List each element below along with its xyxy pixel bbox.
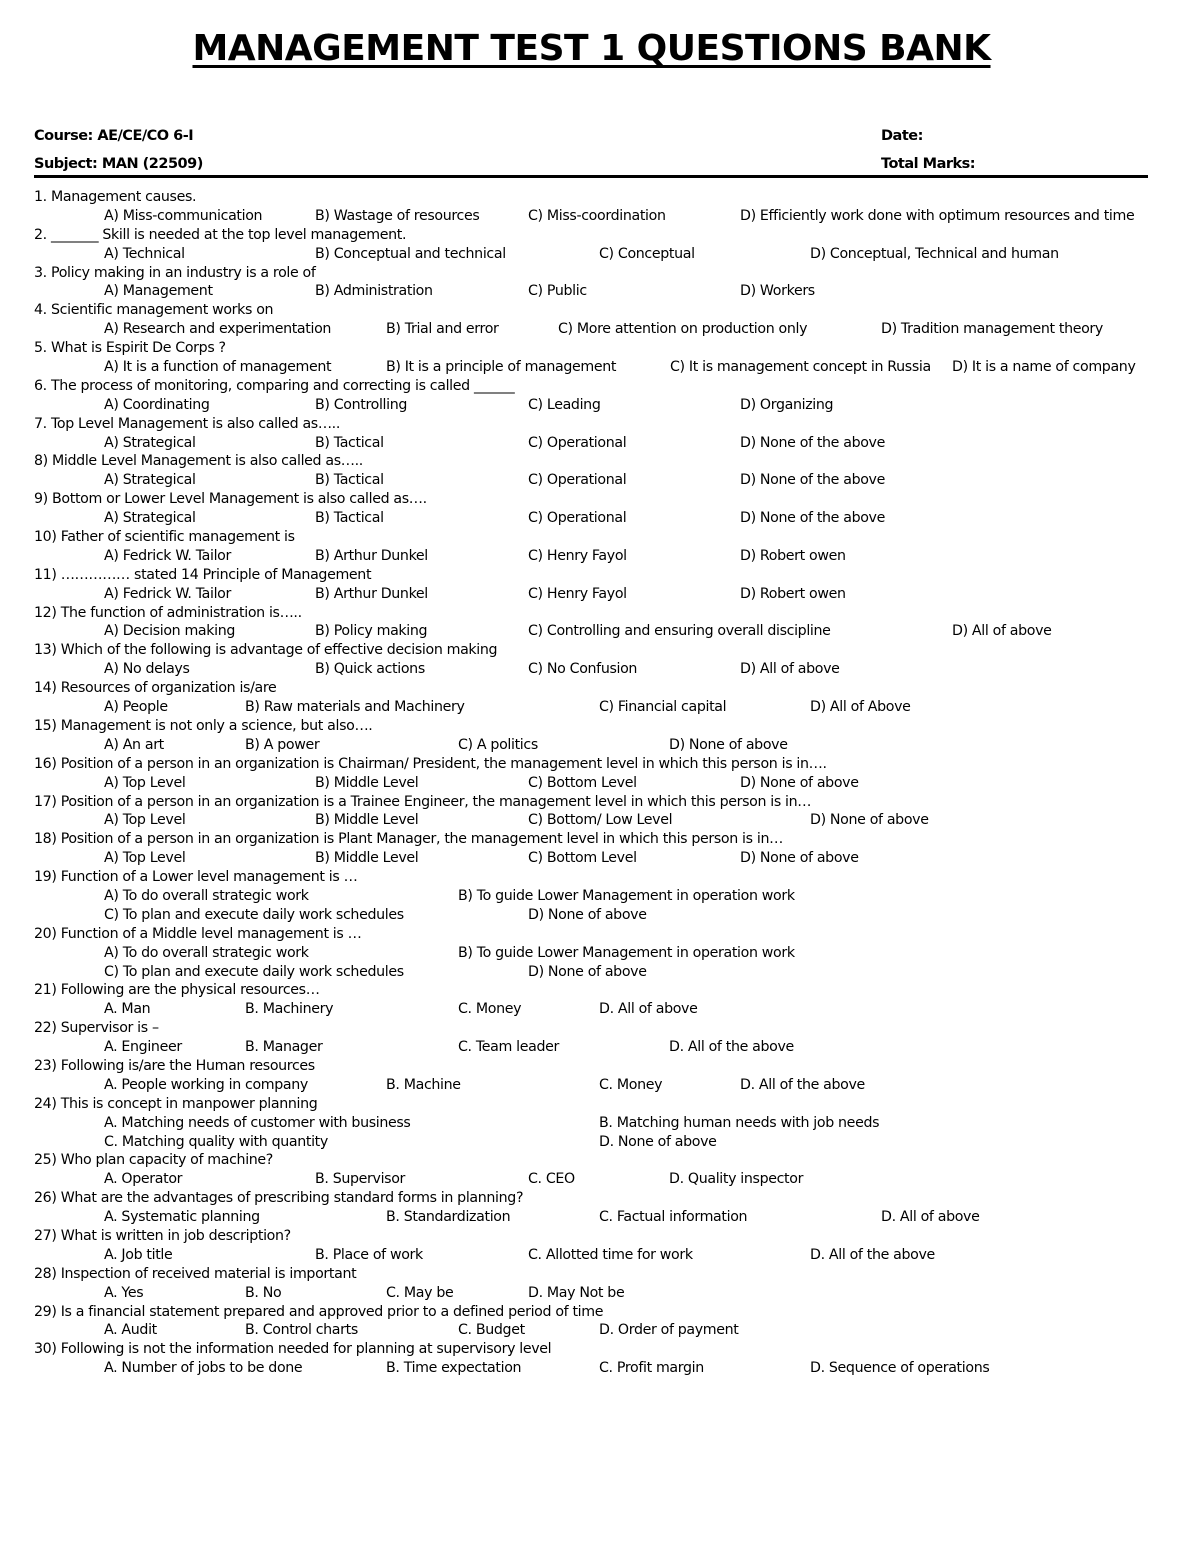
options-row	[34, 471, 1164, 490]
answer-option: B) Middle Level	[315, 850, 419, 867]
options-row	[34, 887, 1164, 906]
answer-option: C) Bottom Level	[528, 774, 637, 791]
total-marks-label: Total Marks:	[881, 156, 976, 172]
options-row	[34, 245, 1164, 264]
answer-option: A) Decision making	[104, 623, 236, 640]
options-row	[34, 906, 1164, 925]
answer-option: B. Place of work	[315, 1246, 423, 1263]
question-text: 21) Following are the physical resources…	[34, 982, 320, 999]
question-text: 23) Following is/are the Human resources	[34, 1057, 315, 1074]
date-label: Date:	[881, 128, 923, 144]
answer-option: A. People working in company	[104, 1076, 308, 1093]
options-row	[34, 1076, 1164, 1095]
answer-option: D. Quality inspector	[669, 1171, 804, 1188]
answer-option: A) Top Level	[104, 774, 186, 791]
answer-option: C) Operational	[528, 434, 627, 451]
question-text: 22) Supervisor is –	[34, 1020, 159, 1037]
question-text: 9) Bottom or Lower Level Management is also called as….	[34, 491, 427, 508]
options-row	[34, 1000, 1164, 1019]
answer-option: D. Sequence of operations	[810, 1360, 990, 1377]
question-text: 18) Position of a person in an organization is Plant Manager, the management level in which this person is in…	[34, 831, 783, 848]
answer-option: C) Leading	[528, 396, 601, 413]
question-text: 17) Position of a person in an organization is a Trainee Engineer, the management level in which this person is in…	[34, 793, 812, 810]
answer-option: B. Machine	[386, 1076, 461, 1093]
answer-option: B) Quick actions	[315, 661, 425, 678]
answer-option: D) Organizing	[740, 396, 834, 413]
answer-option: A) Top Level	[104, 812, 186, 829]
answer-option: C) To plan and execute daily work schedules	[104, 963, 404, 980]
answer-option: A) Strategical	[104, 472, 196, 489]
options-row	[34, 1246, 1164, 1265]
header-divider	[34, 175, 1148, 178]
answer-option: C) No Confusion	[528, 661, 638, 678]
options-row	[34, 282, 1164, 301]
options-row	[34, 1114, 1164, 1133]
answer-option: B. Matching human needs with job needs	[599, 1114, 880, 1131]
answer-option: A) Research and experimentation	[104, 321, 332, 338]
answer-option: B. Machinery	[245, 1001, 334, 1018]
answer-option: C) Financial capital	[599, 699, 727, 716]
options-row	[34, 1321, 1164, 1340]
answer-option: D) Robert owen	[740, 585, 846, 602]
answer-option: C. CEO	[528, 1171, 575, 1188]
answer-option: D) Robert owen	[740, 547, 846, 564]
answer-option: B) To guide Lower Management in operation work	[458, 887, 795, 904]
answer-option: D) None of the above	[740, 510, 885, 527]
question-text: 30) Following is not the information needed for planning at supervisory level	[34, 1341, 552, 1358]
answer-option: B. Manager	[245, 1039, 323, 1056]
answer-option: C) More attention on production only	[558, 321, 808, 338]
page-title: MANAGEMENT TEST 1 QUESTIONS BANK	[192, 28, 991, 69]
answer-option: C. May be	[386, 1284, 454, 1301]
answer-option: C. Team leader	[458, 1039, 559, 1056]
question-text: 8) Middle Level Management is also called as…..	[34, 453, 363, 470]
answer-option: D. All of the above	[740, 1076, 865, 1093]
options-row	[34, 698, 1164, 717]
answer-option: C. Profit margin	[599, 1360, 704, 1377]
question-text: 24) This is concept in manpower planning	[34, 1095, 318, 1112]
answer-option: B) Administration	[315, 283, 433, 300]
options-row	[34, 849, 1164, 868]
answer-option: A) An art	[104, 736, 164, 753]
subject-label: Subject: MAN (22509)	[34, 156, 203, 172]
question-text: 10) Father of scientific management is	[34, 529, 295, 546]
answer-option: D. Order of payment	[599, 1322, 739, 1339]
options-row	[34, 207, 1164, 226]
answer-option: D) None of above	[669, 736, 788, 753]
answer-option: B. No	[245, 1284, 282, 1301]
answer-option: A) Technical	[104, 245, 185, 262]
answer-option: A) It is a function of management	[104, 359, 332, 376]
question-text: 3. Policy making in an industry is a role of	[34, 264, 316, 281]
answer-option: D) None of above	[528, 906, 647, 923]
answer-option: C. Allotted time for work	[528, 1246, 693, 1263]
options-row	[34, 660, 1164, 679]
answer-option: D) None of above	[528, 963, 647, 980]
answer-option: A. Systematic planning	[104, 1209, 260, 1226]
options-row	[34, 358, 1164, 377]
answer-option: A. Yes	[104, 1284, 144, 1301]
answer-option: D) None of above	[740, 774, 859, 791]
question-text: 26) What are the advantages of prescribing standard forms in planning?	[34, 1190, 524, 1207]
question-text: 2. _______ Skill is needed at the top level management.	[34, 226, 407, 243]
options-row	[34, 622, 1164, 641]
options-row	[34, 1038, 1164, 1057]
answer-option: A. Matching needs of customer with business	[104, 1114, 411, 1131]
options-row	[34, 736, 1164, 755]
answer-option: D) Efficiently work done with optimum resources and time	[740, 207, 1135, 224]
answer-option: B) To guide Lower Management in operation work	[458, 944, 795, 961]
answer-option: C) Henry Fayol	[528, 547, 627, 564]
answer-option: C. Factual information	[599, 1209, 748, 1226]
answer-option: A. Man	[104, 1001, 151, 1018]
question-text: 4. Scientific management works on	[34, 302, 274, 319]
answer-option: C) Operational	[528, 510, 627, 527]
answer-option: D. All of the above	[810, 1246, 935, 1263]
answer-option: B) Wastage of resources	[315, 207, 480, 224]
answer-option: B) Tactical	[315, 434, 384, 451]
answer-option: A) Strategical	[104, 510, 196, 527]
answer-option: B. Standardization	[386, 1209, 511, 1226]
question-text: 11) …………… stated 14 Principle of Management	[34, 566, 372, 583]
answer-option: C) Henry Fayol	[528, 585, 627, 602]
answer-option: D) All of above	[740, 661, 840, 678]
answer-option: C) Conceptual	[599, 245, 695, 262]
answer-option: D. All of above	[881, 1209, 980, 1226]
answer-option: B) Controlling	[315, 396, 408, 413]
answer-option: A. Audit	[104, 1322, 157, 1339]
question-list	[34, 188, 1164, 1378]
answer-option: C) Controlling and ensuring overall discipline	[528, 623, 831, 640]
answer-option: D) None of the above	[740, 472, 885, 489]
answer-option: B) A power	[245, 736, 320, 753]
answer-option: A) Top Level	[104, 850, 186, 867]
answer-option: C) Public	[528, 283, 587, 300]
options-row	[34, 434, 1164, 453]
question-text: 20) Function of a Middle level management is …	[34, 925, 362, 942]
answer-option: A. Number of jobs to be done	[104, 1360, 303, 1377]
options-row	[34, 547, 1164, 566]
answer-option: C. Money	[458, 1001, 522, 1018]
answer-option: A) No delays	[104, 661, 190, 678]
answer-option: D) It is a name of company	[952, 359, 1136, 376]
options-row	[34, 396, 1164, 415]
answer-option: C) Miss-coordination	[528, 207, 666, 224]
answer-option: B) Raw materials and Machinery	[245, 699, 465, 716]
answer-option: C) Bottom Level	[528, 850, 637, 867]
answer-option: A) Strategical	[104, 434, 196, 451]
answer-option: C. Budget	[458, 1322, 525, 1339]
options-row	[34, 1170, 1164, 1189]
answer-option: A) Fedrick W. Tailor	[104, 585, 231, 602]
answer-option: B) Arthur Dunkel	[315, 547, 428, 564]
answer-option: A) People	[104, 699, 168, 716]
question-text: 16) Position of a person in an organization is Chairman/ President, the management level in which this person is in….	[34, 755, 827, 772]
answer-option: B) Middle Level	[315, 812, 419, 829]
answer-option: D) Conceptual, Technical and human	[810, 245, 1059, 262]
options-row	[34, 1133, 1164, 1152]
answer-option: C) Bottom/ Low Level	[528, 812, 673, 829]
answer-option: D) Tradition management theory	[881, 321, 1103, 338]
options-row	[34, 1284, 1164, 1303]
answer-option: D. All of above	[599, 1001, 698, 1018]
options-row	[34, 585, 1164, 604]
question-text: 6. The process of monitoring, comparing and correcting is called ______	[34, 377, 515, 394]
question-text: 25) Who plan capacity of machine?	[34, 1152, 273, 1169]
answer-option: D) All of Above	[810, 699, 911, 716]
answer-option: A) To do overall strategic work	[104, 887, 309, 904]
answer-option: A. Operator	[104, 1171, 183, 1188]
options-row	[34, 1359, 1164, 1378]
question-text: 27) What is written in job description?	[34, 1227, 291, 1244]
question-text: 13) Which of the following is advantage of effective decision making	[34, 642, 498, 659]
answer-option: C) A politics	[458, 736, 538, 753]
answer-option: B. Time expectation	[386, 1360, 522, 1377]
answer-option: A) Fedrick W. Tailor	[104, 547, 231, 564]
answer-option: C) Operational	[528, 472, 627, 489]
options-row	[34, 320, 1164, 339]
answer-option: B) Conceptual and technical	[315, 245, 506, 262]
answer-option: B) Trial and error	[386, 321, 499, 338]
answer-option: D) All of above	[952, 623, 1052, 640]
question-text: 7. Top Level Management is also called as…..	[34, 415, 340, 432]
answer-option: B. Supervisor	[315, 1171, 406, 1188]
answer-option: A) Management	[104, 283, 213, 300]
options-row	[34, 944, 1164, 963]
answer-option: A) Miss-communication	[104, 207, 263, 224]
question-text: 28) Inspection of received material is important	[34, 1265, 357, 1282]
question-text: 19) Function of a Lower level management is …	[34, 869, 358, 886]
answer-option: A. Job title	[104, 1246, 173, 1263]
options-row	[34, 509, 1164, 528]
answer-option: B) Middle Level	[315, 774, 419, 791]
answer-option: C) To plan and execute daily work schedules	[104, 906, 404, 923]
answer-option: B) Arthur Dunkel	[315, 585, 428, 602]
answer-option: B) Policy making	[315, 623, 428, 640]
answer-option: A) To do overall strategic work	[104, 944, 309, 961]
answer-option: C. Matching quality with quantity	[104, 1133, 328, 1150]
answer-option: A. Engineer	[104, 1039, 182, 1056]
answer-option: D) None of above	[740, 850, 859, 867]
options-row	[34, 811, 1164, 830]
answer-option: D. All of the above	[669, 1039, 794, 1056]
course-label: Course: AE/CE/CO 6-I	[34, 128, 194, 144]
answer-option: D) None of above	[810, 812, 929, 829]
answer-option: D) Workers	[740, 283, 815, 300]
answer-option: D. May Not be	[528, 1284, 625, 1301]
answer-option: A) Coordinating	[104, 396, 210, 413]
answer-option: D. None of above	[599, 1133, 717, 1150]
answer-option: B) Tactical	[315, 472, 384, 489]
question-text: 15) Management is not only a science, but also….	[34, 717, 373, 734]
options-row	[34, 963, 1164, 982]
answer-option: D) None of the above	[740, 434, 885, 451]
question-text: 14) Resources of organization is/are	[34, 680, 277, 697]
question-text: 29) Is a financial statement prepared and approved prior to a defined period of time	[34, 1303, 604, 1320]
answer-option: B) It is a principle of management	[386, 359, 617, 376]
answer-option: C. Money	[599, 1076, 663, 1093]
answer-option: B. Control charts	[245, 1322, 358, 1339]
answer-option: C) It is management concept in Russia	[670, 359, 931, 376]
options-row	[34, 774, 1164, 793]
question-text: 5. What is Espirit De Corps ?	[34, 340, 226, 357]
question-text: 1. Management causes.	[34, 189, 197, 205]
question-text: 12) The function of administration is…..	[34, 604, 302, 621]
options-row	[34, 1208, 1164, 1227]
answer-option: B) Tactical	[315, 510, 384, 527]
